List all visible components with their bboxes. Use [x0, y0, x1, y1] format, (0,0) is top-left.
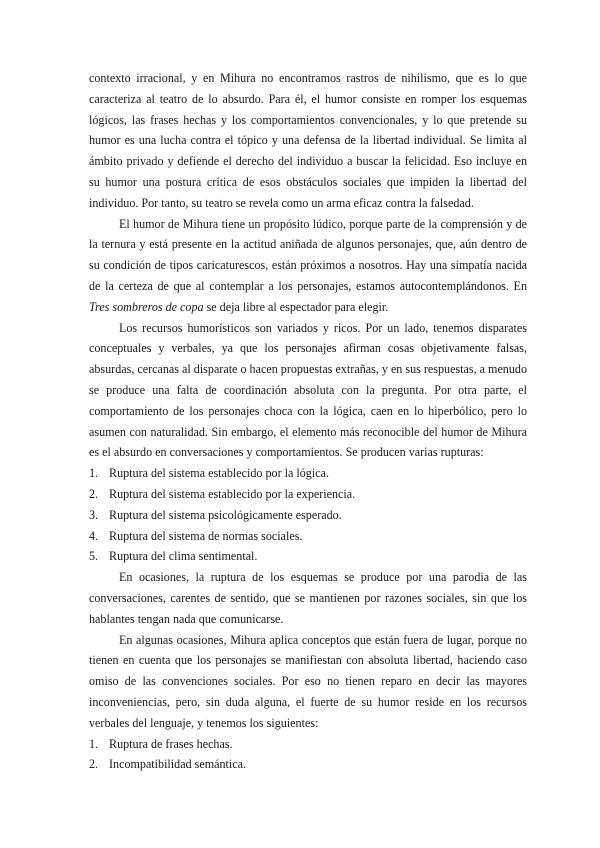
list-item-number: 2.	[89, 757, 99, 772]
paragraph-text-before: El humor de Mihura tiene un propósito lúdico, porque parte de la comprensión y de la ternura y está presente en la actitud aniñada de algunos personajes, que, aún dentro de su condición de tipos caricaturescos, están próximos a nosotros. Hay una simpatía nacida de la certeza de que al contemplar a los personajes, estamos autocontemplándonos. En	[89, 216, 527, 293]
work-title-italic: Tres sombreros de copa	[89, 299, 204, 314]
list-item	[89, 734, 527, 755]
paragraph-parody: En ocasiones, la ruptura de los esquemas se produce por una parodia de las conversaciones, carentes de sentido, que se mantienen por razones sociales, sin que los hablantes tengan nada que comunicarse.	[89, 570, 527, 626]
list-item-number: 2.	[89, 486, 99, 501]
list-item-text: Ruptura del sistema de normas sociales.	[109, 528, 303, 543]
list-item	[89, 546, 527, 567]
verbal-resources-list	[89, 734, 527, 776]
list-item-text: Ruptura de frases hechas.	[109, 736, 233, 751]
paragraph-text-after: se deja libre al espectador para elegir.	[203, 299, 389, 314]
list-item	[89, 484, 527, 505]
paragraph-continuation: contexto irracional, y en Mihura no encontramos rastros de nihilismo, que es lo que caracteriza al teatro de lo absurdo. Para él, el humor consiste en romper los esquemas lógicos, las frases hechas y los comportamientos convencionales, y lo que pretende su humor es una lucha contra el tópico y una defensa de la libertad individual. Se limita al ámbito privado y defiende el derecho del individuo a buscar la felicidad. Eso incluye en su humor una postura crítica de esos obstáculos sociales que impiden la libertad del individuo. Por tanto, su teatro se revela como un arma eficaz contra la falsedad.	[89, 71, 527, 210]
paragraph-verbal-resources: En algunas ocasiones, Mihura aplica conceptos que están fuera de lugar, porque no tienen en cuenta que los personajes se manifiestan con absoluta libertad, haciendo caso omiso de las convenciones sociales. Por eso no tienen reparo en decir las mayores inconveniencias, pero, sin duda alguna, el fuerte de su humor reside en los recursos verbales del lenguaje, y tenemos los siguientes:	[89, 632, 527, 730]
document-body	[89, 68, 527, 775]
paragraph-humor-resources: Los recursos humorísticos son variados y ricos. Por un lado, tenemos disparates conceptuales y verbales, ya que los personajes afirman cosas objetivamente falsas, absurdas, cercanas al disparate o hacen propuestas extrañas, y en sus respuestas, a menudo se produce una falta de coordinación absoluta con la pregunta. Por otra parte, el comportamiento de los personajes choca con la lógica, caen en lo hiperbólico, pero lo asumen con naturalidad. Sin embargo, el elemento más reconocible del humor de Mihura es el absurdo en conversaciones y comportamientos. Se producen varias rupturas:	[89, 320, 527, 460]
list-item-number: 3.	[89, 507, 99, 522]
list-item	[89, 463, 527, 484]
list-item	[89, 526, 527, 547]
paragraph-humor-purpose	[89, 214, 527, 318]
list-item-text: Incompatibilidad semántica.	[109, 757, 247, 772]
list-item	[89, 505, 527, 526]
list-item-number: 1.	[89, 736, 99, 751]
list-item-number: 4.	[89, 528, 99, 543]
list-item-text: Ruptura del clima sentimental.	[109, 549, 258, 564]
list-item-text: Ruptura del sistema establecido por la lógica.	[109, 466, 329, 481]
list-item-number: 5.	[89, 549, 99, 564]
list-item-text: Ruptura del sistema psicológicamente esperado.	[109, 507, 342, 522]
list-item-text: Ruptura del sistema establecido por la experiencia.	[109, 486, 356, 501]
ruptures-list	[89, 463, 527, 567]
list-item-number: 1.	[89, 466, 99, 481]
list-item	[89, 754, 527, 775]
